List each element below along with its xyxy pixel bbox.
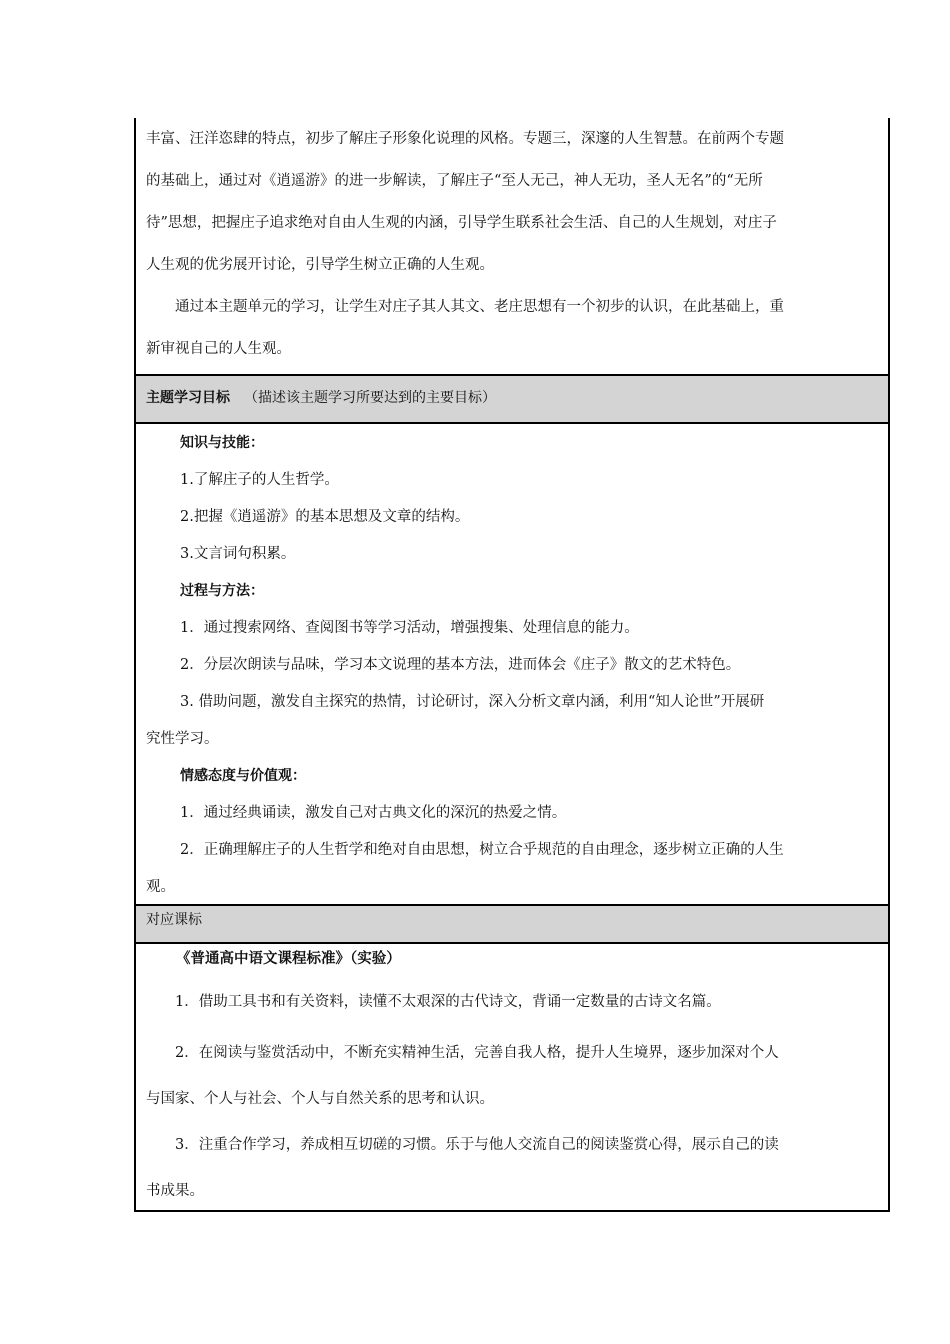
intro-line: 待”思想，把握庄子追求绝对自由人生观的内涵，引导学生联系社会生活、自己的人生规划，对庄子: [146, 215, 777, 231]
intro-cell: [136, 118, 888, 374]
knowledge-item: 1.了解庄子的人生哲学。: [180, 472, 339, 488]
standards-item: 2．在阅读与鉴赏活动中，不断充实精神生活，完善自我人格，提升人生境界，逐步加深对个人: [175, 1045, 779, 1061]
goals-cell: [136, 424, 888, 904]
standards-header-title: 对应课标: [146, 912, 202, 928]
intro-line: 人生观的优劣展开讨论，引导学生树立正确的人生观。: [146, 257, 494, 273]
emotion-item: 1．通过经典诵读，激发自己对古典文化的深沉的热爱之情。: [180, 805, 567, 821]
knowledge-item: 3.文言词句积累。: [180, 546, 296, 562]
emotion-heading: 情感态度与价值观：: [180, 768, 306, 784]
standards-header-row: [136, 904, 888, 944]
emotion-item: 2．正确理解庄子的人生哲学和绝对自由思想，树立合乎规范的自由理念，逐步树立正确的人生: [180, 842, 784, 858]
process-item: 2．分层次朗读与品味，学习本文说理的基本方法，进而体会《庄子》散文的艺术特色。: [180, 657, 741, 673]
goals-header-title: 主题学习目标: [146, 390, 230, 406]
goals-header-row: [136, 374, 888, 424]
knowledge-heading: 知识与技能：: [180, 435, 264, 451]
goals-header-note: （描述该主题学习所要达到的主要目标）: [244, 390, 496, 406]
knowledge-item: 2.把握《逍遥游》的基本思想及文章的结构。: [180, 509, 470, 525]
standards-item-wrap: 与国家、个人与社会、个人与自然关系的思考和认识。: [146, 1091, 494, 1107]
process-item: 1．通过搜索网络、查阅图书等学习活动，增强搜集、处理信息的能力。: [180, 620, 639, 636]
process-heading: 过程与方法：: [180, 583, 264, 599]
intro-paragraph-line: 通过本主题单元的学习，让学生对庄子其人其文、老庄思想有一个初步的认识，在此基础上，重: [175, 299, 784, 315]
document-table: [134, 118, 890, 1212]
process-item: 3. 借助问题，激发自主探究的热情，讨论研讨，深入分析文章内涵，利用“知人论世”开展研: [180, 694, 765, 710]
standards-item-wrap: 书成果。: [146, 1183, 204, 1199]
process-item-wrap: 究性学习。: [146, 731, 219, 747]
intro-paragraph-line: 新审视自己的人生观。: [146, 341, 291, 357]
standards-item: 3．注重合作学习，养成相互切磋的习惯。乐于与他人交流自己的阅读鉴赏心得，展示自己的读: [175, 1137, 779, 1153]
intro-line: 的基础上，通过对《逍遥游》的进一步解读，了解庄子“至人无己，神人无功，圣人无名”的“无所: [146, 173, 763, 189]
standards-item: 1．借助工具书和有关资料，读懂不太艰深的古代诗文，背诵一定数量的古诗文名篇。: [175, 994, 721, 1010]
intro-line: 丰富、汪洋恣肆的特点，初步了解庄子形象化说理的风格。专题三，深邃的人生智慧。在前两个专题: [146, 131, 784, 147]
standards-title: 《普通高中语文课程标准》（实验）: [176, 951, 401, 967]
emotion-item-wrap: 观。: [146, 879, 175, 895]
standards-cell: [136, 944, 888, 1210]
